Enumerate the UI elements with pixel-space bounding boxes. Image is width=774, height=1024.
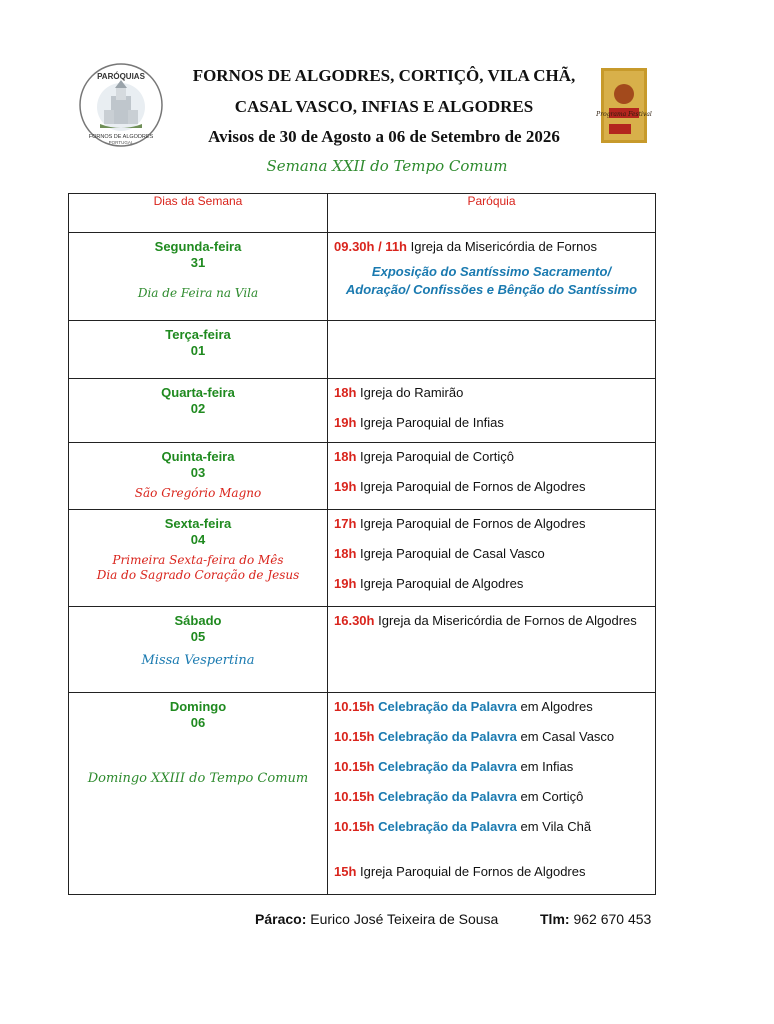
event-item: 19h Igreja Paroquial de Infias [334,415,504,430]
events-cell-friday [328,510,656,607]
events-cell-saturday [328,607,656,693]
event-item: 10.15h Celebração da Palavra em Vila Chã [334,819,592,834]
weekly-schedule-table [68,193,656,895]
parish-priest: Páraco: Eurico José Teixeira de Sousa [255,911,499,927]
column-header-days: Dias da Semana [69,194,328,233]
events-cell-wednesday [328,379,656,443]
day-number: 03 [190,465,206,480]
header-title-line1: FORNOS DE ALGODRES, CORTIÇÔ, VILA CHÃ, [192,66,576,85]
table-header-row [69,194,656,233]
event-item: 10.15h Celebração da Palavra em Infias [334,759,574,774]
table-row [69,607,656,693]
day-number: 31 [190,255,206,270]
day-cell-thursday [69,443,328,510]
event-item: 09.30h / 11h Igreja da Misericórdia de Fornos [334,239,598,254]
day-cell-tuesday [69,321,328,379]
day-name: Domingo [169,699,227,714]
day-name: Sexta-feira [164,516,232,531]
table-row [69,510,656,607]
event-item: 18h Igreja Paroquial de Cortiçô [334,449,514,464]
event-item: 17h Igreja Paroquial de Fornos de Algodres [334,516,586,531]
liturgical-week: Semana XXII do Tempo Comum [266,157,508,175]
day-note: São Gregório Magno [134,486,262,500]
day-note: Dia de Feira na Vila [137,286,259,300]
day-number: 02 [190,401,206,416]
day-note: Dia do Sagrado Coração de Jesus [96,568,300,582]
event-item: 18h Igreja Paroquial de Casal Vasco [334,546,545,561]
svg-text:Programa Festival: Programa Festival [596,111,652,118]
day-name: Terça-feira [165,327,231,342]
day-name: Quinta-feira [161,449,235,464]
event-item: 19h Igreja Paroquial de Algodres [334,576,524,591]
events-cell-monday [328,233,656,321]
event-item: 19h Igreja Paroquial de Fornos de Algodres [334,479,586,494]
header-title-line2: CASAL VASCO, INFIAS E ALGODRES [234,97,534,116]
day-cell-saturday [69,607,328,693]
event-item: 10.15h Celebração da Palavra em Algodres [334,699,593,714]
svg-text:PORTUGAL: PORTUGAL [108,140,134,145]
events-cell-tuesday [328,321,656,379]
event-item: 18h Igreja do Ramirão [334,385,464,400]
day-cell-monday [69,233,328,321]
day-cell-sunday [69,693,328,895]
day-cell-friday [69,510,328,607]
event-item: 10.15h Celebração da Palavra em Casal Vasco [334,729,615,744]
day-note: Domingo XXIII do Tempo Comum [87,771,309,786]
festival-program-poster [596,68,652,143]
phone-number: Tlm: 962 670 453 [540,911,652,927]
svg-text:FORNOS DE ALGODRES: FORNOS DE ALGODRES [88,134,154,140]
table-row [69,321,656,379]
day-name: Quarta-feira [161,385,235,400]
event-item: 10.15h Celebração da Palavra em Cortiçô [334,789,584,804]
day-note: Primeira Sexta-feira do Mês [112,553,284,567]
table-row [69,443,656,510]
event-item: 16.30h Igreja da Misericórdia de Fornos de Algodres [334,613,637,628]
exposition-note: Exposição do Santíssimo Sacramento/ Adoração/ Confissões e Bênção do Santíssimo [345,264,638,297]
day-note: Missa Vespertina [141,653,255,668]
notices-date-range: Avisos de 30 de Agosto a 06 de Setembro de 2026 [208,127,560,146]
svg-text:PARÓQUIAS: PARÓQUIAS [97,72,145,81]
event-item: 15h Igreja Paroquial de Fornos de Algodres [334,864,586,879]
table-row [69,693,656,895]
day-number: 04 [190,532,206,547]
events-cell-sunday [328,693,656,895]
table-row [69,379,656,443]
day-name: Sábado [174,613,222,628]
table-row [69,233,656,321]
day-number: 01 [190,343,206,358]
events-cell-thursday [328,443,656,510]
day-name: Segunda-feira [154,239,242,254]
column-header-parish: Paróquia [328,194,656,233]
day-number: 05 [190,629,206,644]
header [0,0,724,190]
day-number: 06 [190,715,206,730]
day-cell-wednesday [69,379,328,443]
